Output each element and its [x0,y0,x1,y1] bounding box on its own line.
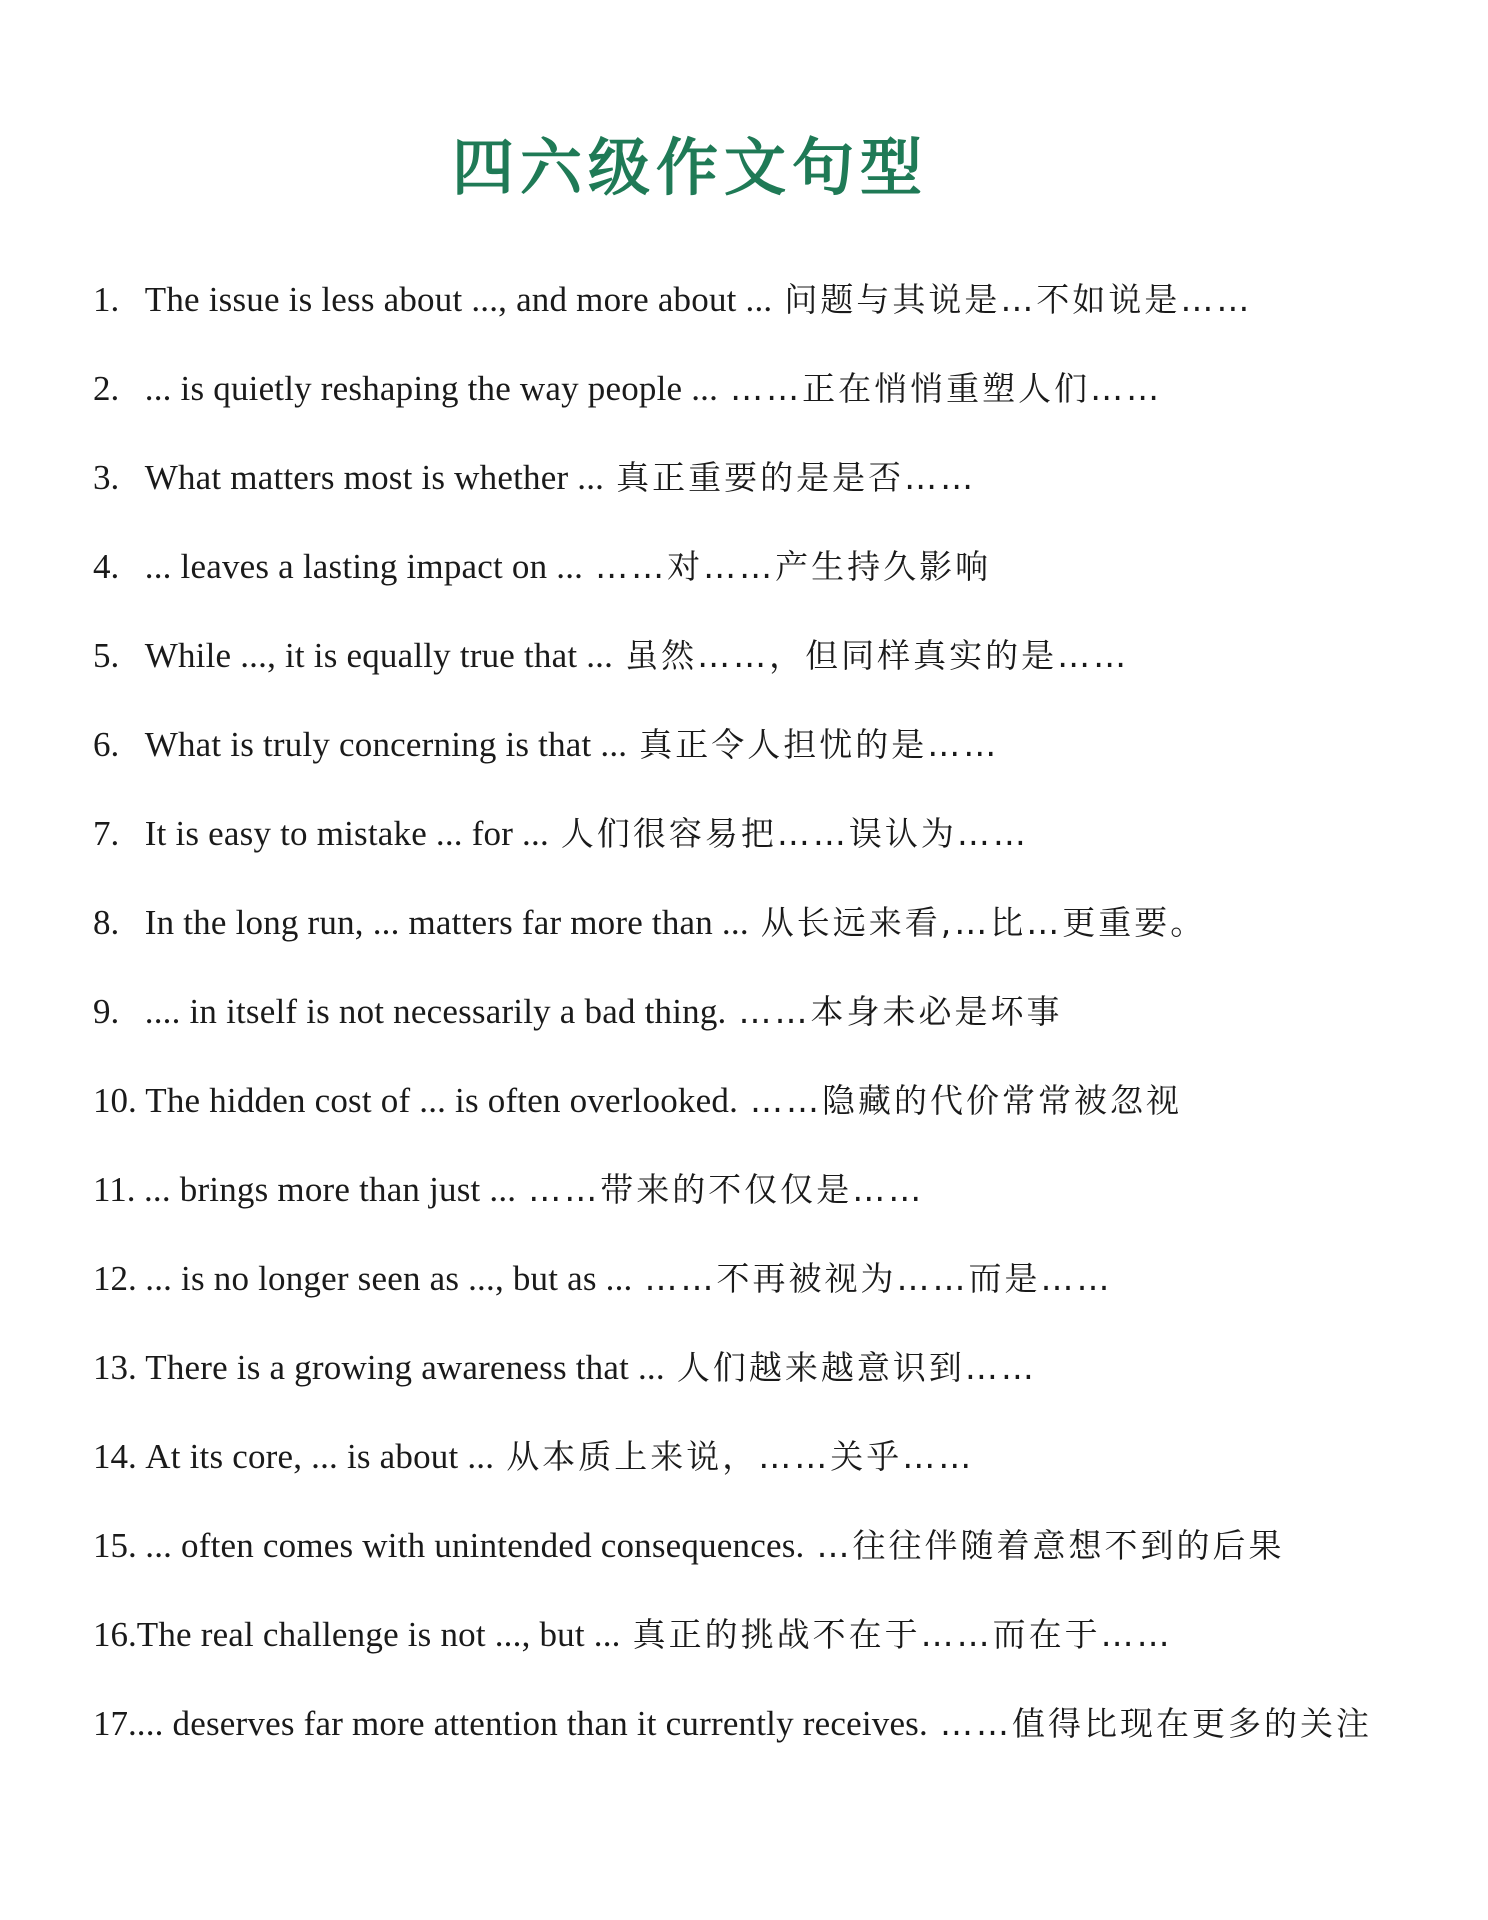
item-number: 6. [93,725,120,764]
list-item [93,270,1433,359]
item-number: 11. [93,1170,136,1209]
chinese-translation: ……对……产生持久影响 [595,547,992,586]
english-pattern: There is a growing awareness that ... [145,1348,665,1387]
chinese-translation: ……本身未必是坏事 [738,992,1063,1031]
chinese-translation: 真正的挑战不在于……而在于…… [632,1615,1173,1654]
list-item [93,1071,1433,1160]
item-number: 15. [93,1526,137,1565]
chinese-translation: ……正在悄悄重塑人们…… [730,369,1163,408]
list-item [93,1160,1433,1249]
item-number: 4. [93,547,120,586]
english-pattern: ... brings more than just ... [143,1170,517,1209]
item-number: 1. [93,280,120,319]
list-item [93,1427,1433,1516]
item-number: 9. [93,992,120,1031]
chinese-translation: …往往伴随着意想不到的后果 [816,1526,1285,1565]
list-item [93,893,1433,982]
chinese-translation: ……带来的不仅仅是…… [528,1170,925,1209]
chinese-translation: 从本质上来说，……关乎…… [506,1437,975,1476]
english-pattern: ... is no longer seen as ..., but as ... [145,1259,633,1298]
item-number: 16. [93,1615,137,1654]
english-pattern: .... in itself is not necessarily a bad thing. [144,992,727,1031]
list-item [93,1516,1433,1605]
chinese-translation: 问题与其说是…不如说是…… [784,280,1253,319]
chinese-translation: 从长远来看,…比…更重要。 [760,903,1207,942]
english-pattern: In the long run, ... matters far more than ... [144,903,749,942]
chinese-translation: 人们很容易把……误认为…… [560,814,1029,853]
item-number: 14. [93,1437,137,1476]
list-item [93,1249,1433,1338]
item-number: 13. [93,1348,137,1387]
item-number: 17. [93,1704,137,1743]
english-pattern: ... deserves far more attention than it currently receives. [136,1704,928,1743]
list-item [93,804,1433,893]
english-pattern: The real challenge is not ..., but ... [136,1615,621,1654]
list-item [93,626,1433,715]
list-item [93,1680,1433,1769]
chinese-translation: ……隐藏的代价常常被忽视 [750,1081,1183,1120]
sentence-pattern-list [93,270,1433,1769]
english-pattern: ... is quietly reshaping the way people ... [144,369,719,408]
item-number: 8. [93,903,120,942]
chinese-translation: ……不再被视为……而是…… [644,1259,1113,1298]
english-pattern: What matters most is whether ... [144,458,605,497]
list-item [93,1338,1433,1427]
list-item [93,982,1433,1071]
chinese-translation: ……值得比现在更多的关注 [939,1704,1372,1743]
chinese-translation: 真正重要的是是否…… [616,458,977,497]
english-pattern: At its core, ... is about ... [145,1437,495,1476]
item-number: 7. [93,814,120,853]
list-item [93,537,1433,626]
english-pattern: The hidden cost of ... is often overlooked. [145,1081,739,1120]
english-pattern: It is easy to mistake ... for ... [144,814,549,853]
item-number: 3. [93,458,120,497]
list-item [93,359,1433,448]
item-number: 5. [93,636,120,675]
item-number: 2. [93,369,120,408]
chinese-translation: 人们越来越意识到…… [676,1348,1037,1387]
english-pattern: The issue is less about ..., and more about ... [144,280,773,319]
list-item [93,448,1433,537]
page-title: 四六级作文句型 [451,131,928,204]
chinese-translation: 真正令人担忧的是…… [639,725,1000,764]
item-number: 12. [93,1259,137,1298]
english-pattern: ... leaves a lasting impact on ... [144,547,584,586]
english-pattern: What is truly concerning is that ... [144,725,628,764]
list-item [93,715,1433,804]
english-pattern: While ..., it is equally true that ... [144,636,614,675]
chinese-translation: 虽然……，但同样真实的是…… [625,636,1130,675]
english-pattern: ... often comes with unintended consequences. [145,1526,805,1565]
item-number: 10. [93,1081,137,1120]
